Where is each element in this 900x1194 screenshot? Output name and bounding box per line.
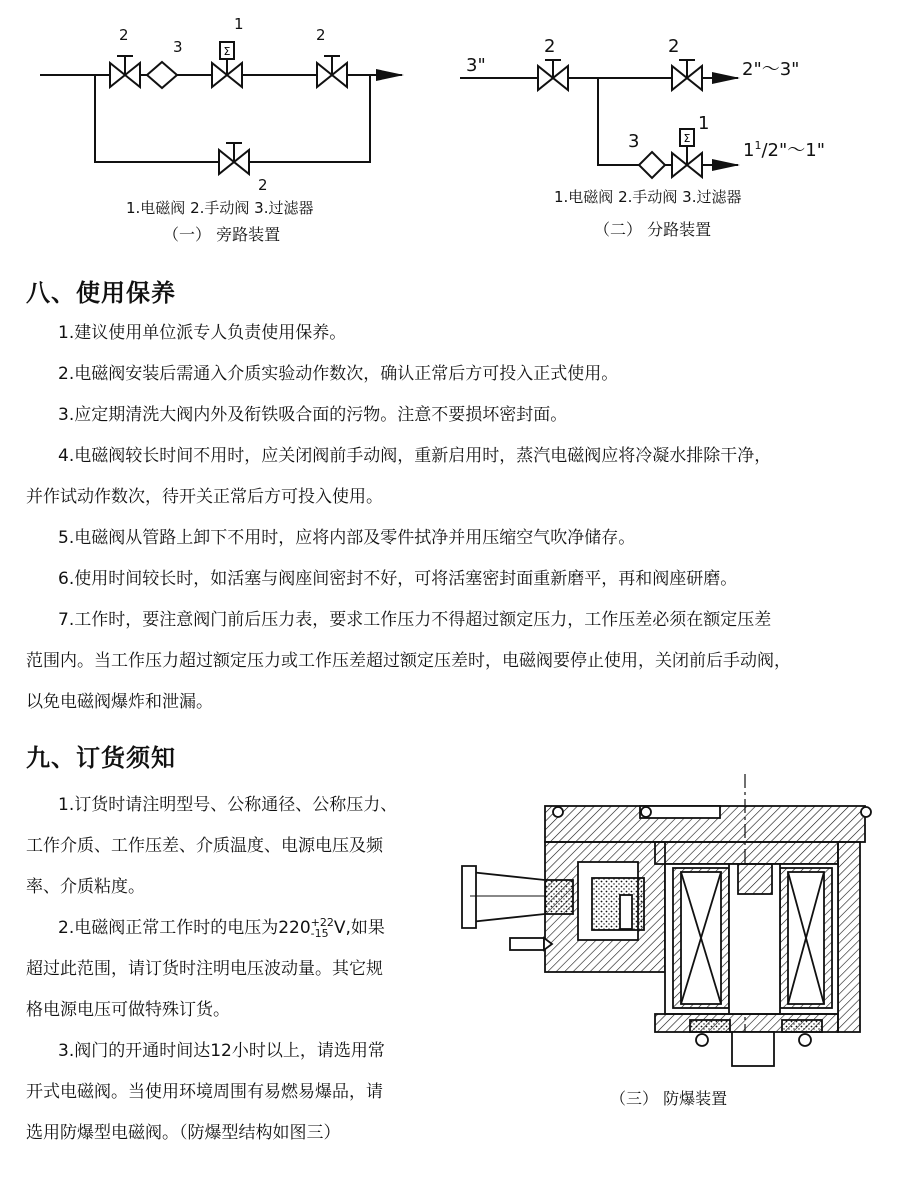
manual-valve-right [317,56,347,87]
fig3-caption: （三） 防爆装置 [610,1089,728,1108]
sub-branch-pipe [598,78,738,165]
fig1-caption: （一） 旁路装置 [163,225,281,244]
section9-body [26,785,446,1154]
fig2-legend: 1.电磁阀 2.手动阀 3.过滤器 [554,188,742,206]
manual-valve-inlet [538,60,568,90]
list-item: 4.电磁阀较长时间不用时，应关闭阀前手动阀，重新启用时，蒸汽电磁阀应将冷凝水排除干净， [58,446,772,466]
fig2-outlet2-size: $1^1/2"\sim 1$" [743,139,825,161]
sigma-icon-2: Σ [683,132,691,145]
voltage-line: 2.电磁阀正常工作时的电压为220 +22 -15 V,如果 [58,916,385,940]
fig2-label-solenoid: 1 [698,113,710,134]
bypass-manual-valve [219,143,249,174]
order-line: 选用防爆型电磁阀。（防爆型结构如图三） [26,1123,341,1143]
manual-valve-outlet [672,60,702,90]
fig2-outlet1-size: 2"～3" [742,59,800,80]
order-line: 开式电磁阀。当使用环境周围有易燃易爆品，请 [26,1082,383,1102]
bypass-pipe [95,75,370,162]
order-line: 1.订货时请注明型号、公称通径、公称压力、 [58,795,398,815]
fig2-caption: （二） 分路装置 [594,220,712,239]
list-item: 7.工作时，要注意阀门前后压力表，要求工作压力不得超过额定压力，工作压差必须在额定压差 [58,610,772,630]
section9-title: 九、订货须知 [26,744,176,772]
fig1-label-manual-right: 2 [316,26,326,44]
list-item: 6.使用时间较长时，如活塞与阀座间密封不好，可将活塞密封面重新磨平，再和阀座研磨。 [58,569,738,589]
manual-valve-left [110,56,140,87]
fig2-inlet-size: 3" [466,55,486,76]
order-line: 工作介质、工作压差、介质温度、电源电压及频 [26,836,383,856]
list-item-continued: 以免电磁阀爆炸和泄漏。 [26,692,213,712]
fig1-label-bypass-valve: 2 [258,176,268,194]
fig1-label-filter: 3 [173,38,183,56]
list-item: 2.电磁阀安装后需通入介质实验动作数次，确认正常后方可投入正式使用。 [58,364,619,384]
list-item-continued: 并作试动作数次，待开关正常后方可投入使用。 [26,487,383,507]
list-item: 1.建议使用单位派专人负责使用保养。 [58,323,347,343]
order-line: 3.阀门的开通时间达12小时以上，请选用常 [58,1041,385,1061]
branch-diagram [460,60,738,178]
explosion-proof-section [462,774,871,1066]
fig1-legend: 1.电磁阀 2.手动阀 3.过滤器 [126,199,314,217]
fig2-label-manual-inlet: 2 [544,36,556,57]
order-line: 格电源电压可做特殊订货。 [26,1000,230,1020]
filter-symbol [147,62,177,88]
fig1-label-manual-left: 2 [119,26,129,44]
sigma-icon: Σ [223,45,231,58]
list-item: 5.电磁阀从管路上卸下不用时，应将内部及零件拭净并用压缩空气吹净储存。 [58,528,636,548]
bypass-diagram [40,42,402,174]
filter-symbol-2 [639,152,665,178]
list-item: 3.应定期清洗大阀内外及衔铁吸合面的污物。注意不要损坏密封面。 [58,405,568,425]
order-line: 率、介质粘度。 [26,877,145,897]
section8-title: 八、使用保养 [26,279,176,307]
order-line: 超过此范围，请订货时注明电压波动量。其它规 [26,959,383,979]
list-item-continued: 范围内。当工作压力超过额定压力或工作压差超过额定压差时，电磁阀要停止使用，关闭前后手动阀， [26,651,791,671]
section8-body [26,313,876,723]
fig1-label-solenoid: 1 [234,15,244,33]
fig2-label-filter: 3 [628,131,640,152]
fig2-label-manual-outlet: 2 [668,36,680,57]
